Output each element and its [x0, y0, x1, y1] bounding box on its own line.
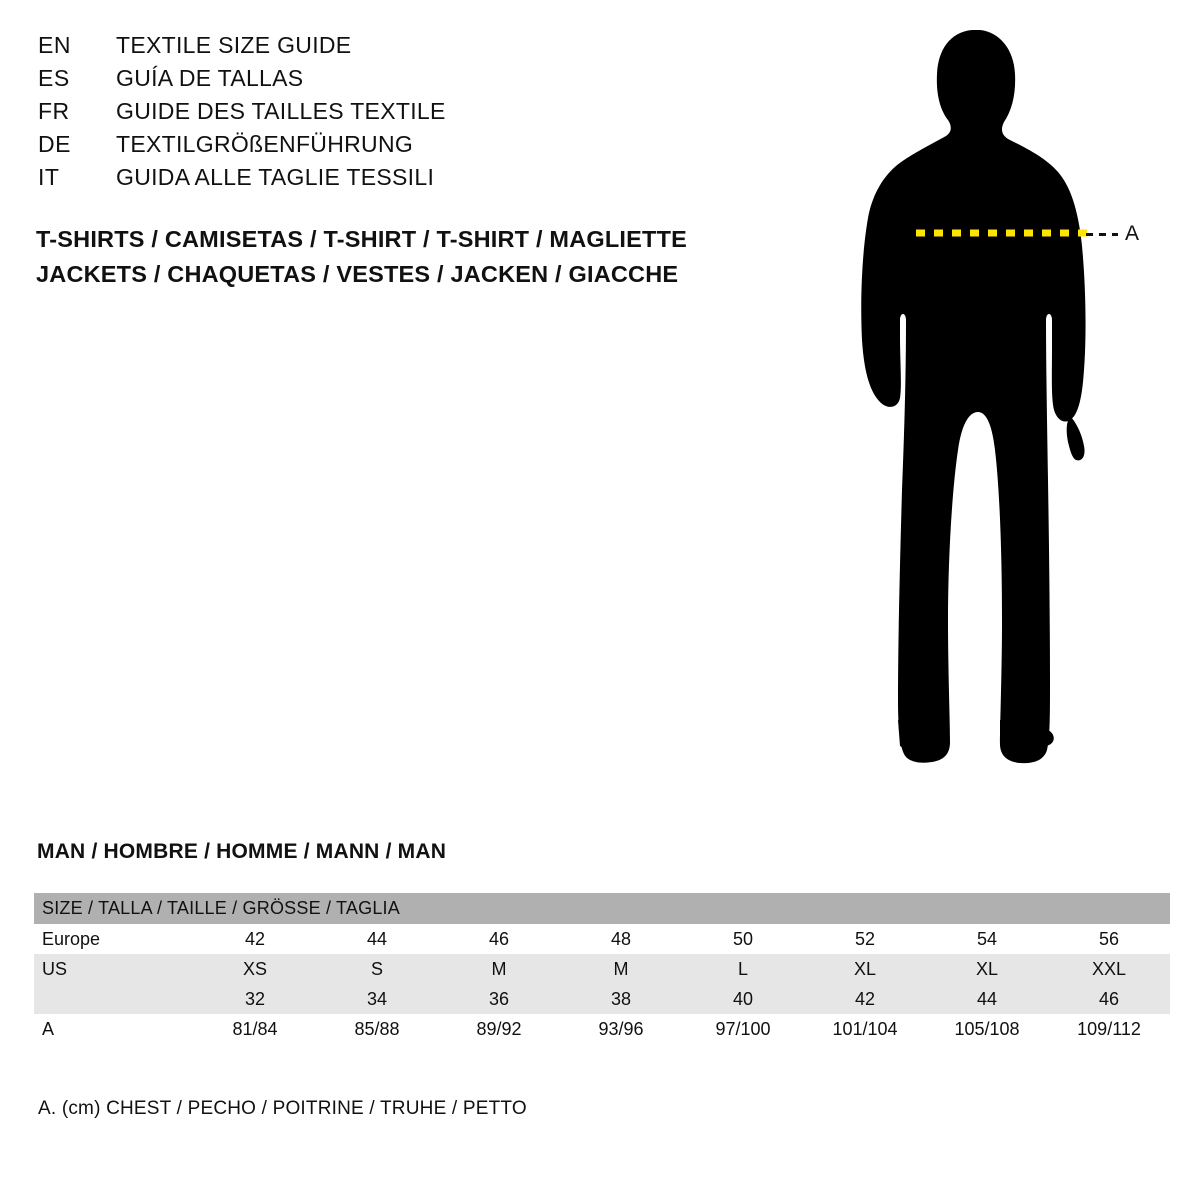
cell: 44 — [926, 984, 1048, 1014]
cell: 81/84 — [194, 1014, 316, 1044]
cell: 46 — [1048, 984, 1170, 1014]
cell: 42 — [194, 924, 316, 954]
cell: M — [560, 954, 682, 984]
language-code: FR — [38, 98, 70, 124]
male-silhouette-figure — [820, 20, 1180, 790]
cell: 85/88 — [316, 1014, 438, 1044]
language-code: DE — [38, 131, 71, 157]
cell: 109/112 — [1048, 1014, 1170, 1044]
language-row — [38, 131, 758, 164]
cell: 93/96 — [560, 1014, 682, 1044]
callout-label-a: A — [1125, 222, 1140, 245]
category-block — [36, 222, 796, 292]
table-header-label: SIZE / TALLA / TAILLE / GRÖSSE / TAGLIA — [34, 893, 1170, 924]
table-row — [34, 984, 1170, 1014]
cell: 52 — [804, 924, 926, 954]
language-title: TEXTILE SIZE GUIDE — [116, 32, 352, 58]
cell: M — [438, 954, 560, 984]
cell: 42 — [804, 984, 926, 1014]
cell: 97/100 — [682, 1014, 804, 1044]
table-row — [34, 954, 1170, 984]
row-label-blank — [34, 984, 194, 1014]
category-line-jackets: JACKETS / CHAQUETAS / VESTES / JACKEN / GIACCHE — [36, 261, 679, 287]
size-table — [34, 893, 1170, 1044]
cell: 46 — [438, 924, 560, 954]
callout-leader-line — [1086, 233, 1118, 236]
table-header-row — [34, 893, 1170, 924]
language-row — [38, 65, 758, 98]
cell: 50 — [682, 924, 804, 954]
language-code: ES — [38, 65, 70, 91]
cell: 44 — [316, 924, 438, 954]
cell: 40 — [682, 984, 804, 1014]
cell: 105/108 — [926, 1014, 1048, 1044]
cell: XL — [804, 954, 926, 984]
language-title: GUÍA DE TALLAS — [116, 65, 304, 91]
language-title: TEXTILGRÖßENFÜHRUNG — [116, 131, 414, 157]
row-label-us: US — [34, 954, 194, 984]
cell: 38 — [560, 984, 682, 1014]
cell: 36 — [438, 984, 560, 1014]
category-line-tshirts: T-SHIRTS / CAMISETAS / T-SHIRT / T-SHIRT / MAGLIETTE — [36, 226, 687, 252]
table-row — [34, 1014, 1170, 1044]
cell: 48 — [560, 924, 682, 954]
cell: 32 — [194, 984, 316, 1014]
cell: 34 — [316, 984, 438, 1014]
cell: XS — [194, 954, 316, 984]
table-row — [34, 924, 1170, 954]
cell: XXL — [1048, 954, 1170, 984]
cell: 56 — [1048, 924, 1170, 954]
language-row — [38, 32, 758, 65]
language-code: IT — [38, 164, 60, 190]
row-label-a: A — [34, 1014, 194, 1044]
cell: 54 — [926, 924, 1048, 954]
cell: 89/92 — [438, 1014, 560, 1044]
footnote-chest-measurement: A. (cm) CHEST / PECHO / POITRINE / TRUHE / PETTO — [38, 1098, 527, 1119]
silhouette-icon — [820, 20, 1180, 790]
language-row — [38, 98, 758, 131]
language-header-block — [38, 32, 758, 197]
language-title: GUIDE DES TAILLES TEXTILE — [116, 98, 446, 124]
language-code: EN — [38, 32, 71, 58]
cell: L — [682, 954, 804, 984]
cell: 101/104 — [804, 1014, 926, 1044]
table-section-title: MAN / HOMBRE / HOMME / MANN / MAN — [37, 840, 447, 863]
row-label-europe: Europe — [34, 924, 194, 954]
language-title: GUIDA ALLE TAGLIE TESSILI — [116, 164, 435, 190]
cell: XL — [926, 954, 1048, 984]
cell: S — [316, 954, 438, 984]
language-row — [38, 164, 758, 197]
